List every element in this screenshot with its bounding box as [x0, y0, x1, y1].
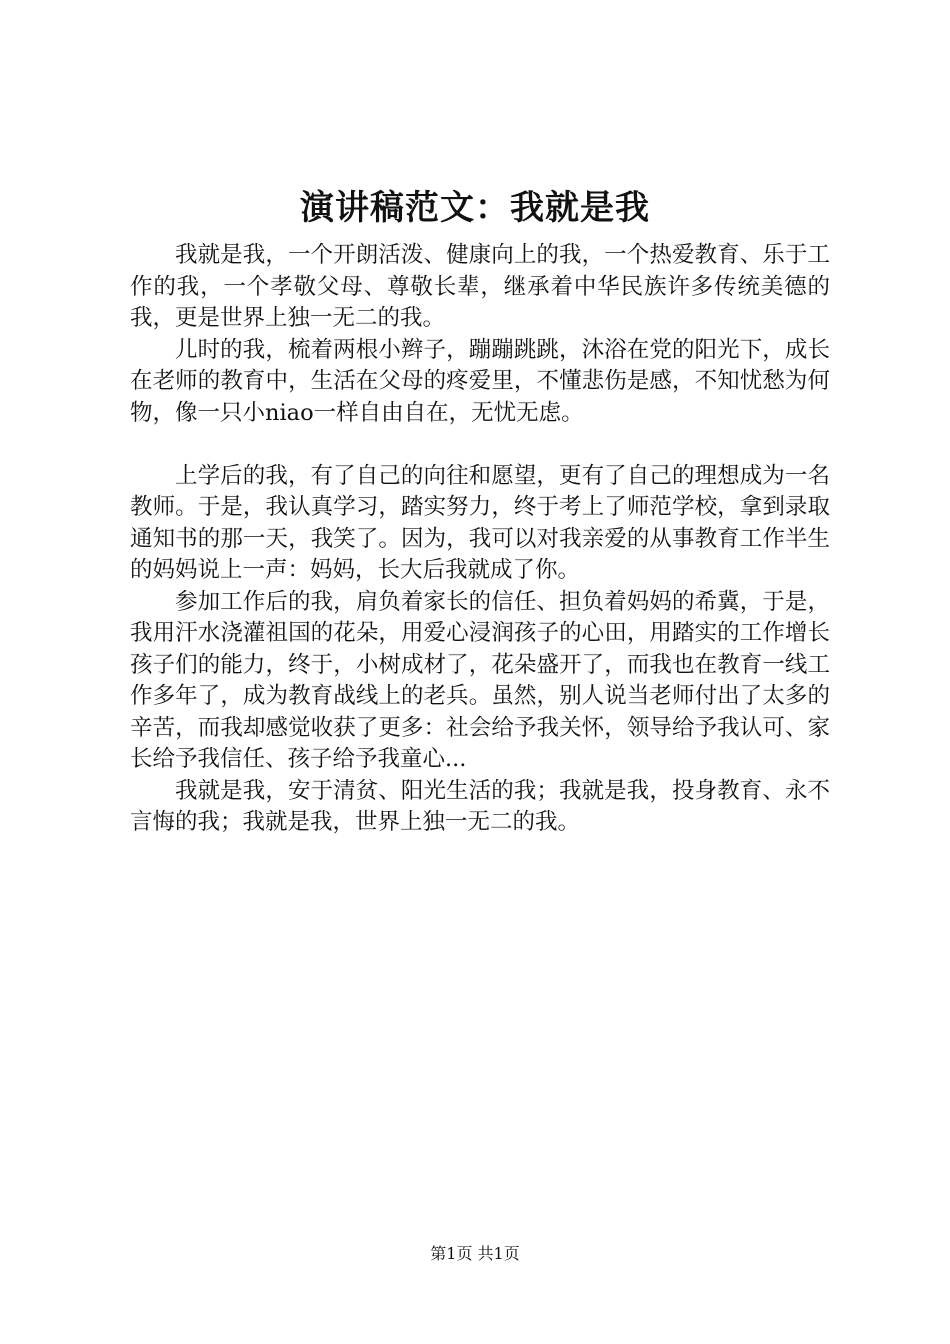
paragraph-school: 上学后的我，有了自己的向往和愿望，更有了自己的理想成为一名教师。于是，我认真学习，踏实努力，终于考上了师范学校，拿到录取通知书的那一天，我笑了。因为，我可以对我亲爱的从事教育工作半生的妈妈说上一声：妈妈，长大后我就成了你。	[130, 462, 830, 583]
paragraph-work: 参加工作后的我，肩负着家长的信任、担负着妈妈的希冀，于是，我用汗水浇灌祖国的花朵，用爱心浸润孩子的心田，用踏实的工作增长孩子们的能力，终于，小树成材了，花朵盛开了，而我也在教育一线工作多年了，成为教育战线上的老兵。虽然，别人说当老师付出了太多的辛苦，而我却感觉收获了更多：社会给予我关怀，领导给予我认可、家长给予我信任、孩子给予我童心...	[130, 588, 830, 772]
paragraph-conclusion: 我就是我，安于清贫、阳光生活的我；我就是我，投身教育、永不言悔的我；我就是我，世界上独一无二的我。	[130, 777, 830, 835]
paragraph-childhood: 儿时的我，梳着两根小辫子，蹦蹦跳跳，沐浴在党的阳光下，成长在老师的教育中，生活在父母的疼爱里，不懂悲伤是感，不知忧愁为何物，像一只小niao一样自由自在，无忧无虑。	[130, 336, 830, 426]
document-title: 演讲稿范文：我就是我	[300, 188, 650, 228]
paragraph-intro: 我就是我，一个开朗活泼、健康向上的我，一个热爱教育、乐于工作的我，一个孝敬父母、尊敬长辈，继承着中华民族许多传统美德的我，更是世界上独一无二的我。	[130, 242, 830, 331]
document-body	[130, 240, 830, 839]
page-footer: 第1页 共1页	[430, 1244, 520, 1263]
